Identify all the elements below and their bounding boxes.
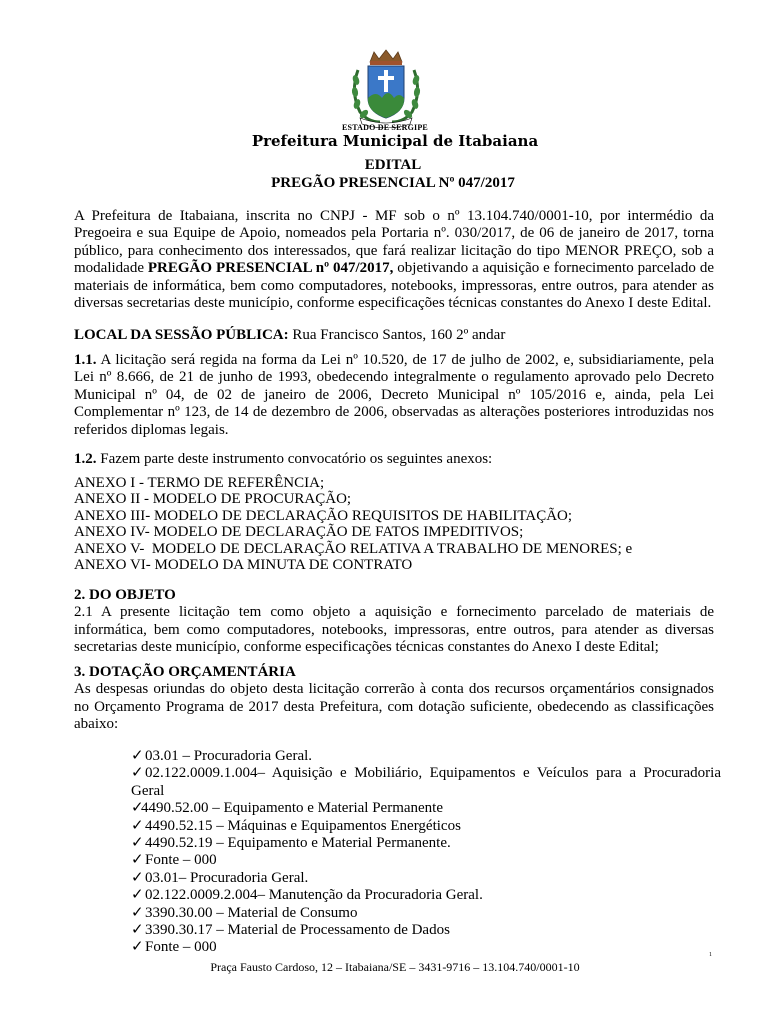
session-location-label: LOCAL DA SESSÃO PÚBLICA: xyxy=(74,327,289,343)
check-mark-icon: ✓ xyxy=(131,869,144,886)
page-number: 1 xyxy=(709,952,712,958)
check-mark-icon: ✓ xyxy=(131,887,144,904)
footer-address: Praça Fausto Cardoso, 12 – Itabaiana/SE – 3431-9716 – 13.104.740/0001-10 xyxy=(210,960,580,974)
intro-text-bold: PREGÃO PRESENCIAL nº 047/2017, xyxy=(147,260,394,277)
check-mark-icon: ✓ xyxy=(131,748,144,764)
budget-line xyxy=(131,870,721,887)
budget-line-text: 02.122.0009.1.004– Aquisição e Mobiliário, Equipamentos e Veículos para a Procuradoria Geral xyxy=(131,765,721,799)
budget-line-text: 4490.52.19 – Equipamento e Material Permanente. xyxy=(145,835,451,852)
budget-line xyxy=(131,818,721,835)
document-subtitle: PREGÃO PRESENCIAL Nº 047/2017 xyxy=(271,175,515,191)
clause-1-1-text: A licitação será regida na forma da Lei nº 10.520, de 17 de julho de 2002, e, subsidiariamente, pela Lei nº 8.666, de 21 de junho de 1993, obedecendo integralmente o regulamento aprovado pelo Decreto Municipal nº 04, de 02 de janeiro de 2006, Decreto Municipal nº 105/2016 e, ainda, pela Lei Complementar nº 123, de 14 de dezembro de 2006, observadas as alterações posteriores introduzidas nos referidos diplomas legais. xyxy=(74,352,714,438)
budget-line-text: 4490.52.00 – Equipamento e Material Permanente xyxy=(141,800,443,817)
check-mark-icon: ✓ xyxy=(131,904,144,921)
annex-item: ANEXO VI- MODELO DA MINUTA DE CONTRATO xyxy=(74,557,413,574)
object-heading: 2. DO OBJETO xyxy=(74,587,176,603)
clause-1-2-text: Fazem parte deste instrumento convocatório os seguintes anexos: xyxy=(96,451,493,467)
clause-1-2 xyxy=(74,451,714,468)
budget-line xyxy=(131,800,721,817)
annex-item: ANEXO III- MODELO DE DECLARAÇÃO REQUISITOS DE HABILITAÇÃO; xyxy=(74,507,573,524)
budget-heading: 3. DOTAÇÃO ORÇAMENTÁRIA xyxy=(74,664,296,680)
check-mark-icon: ✓ xyxy=(131,817,144,834)
clause-1-2-number: 1.2. xyxy=(74,451,97,467)
check-mark-icon: ✓ xyxy=(131,852,144,869)
budget-line xyxy=(131,887,721,904)
annex-item: ANEXO I - TERMO DE REFERÊNCIA; xyxy=(74,475,325,491)
intro-text-end: objetivando a aquisição e fornecimento parcelado de materiais de informática, bem como computadores, notebooks, impressoras, entre outros, para atender as diversas secretarias deste município, conforme especificações técnicas constantes do Anexo I deste Edital. xyxy=(74,260,714,312)
budget-text: As despesas oriundas do objeto desta licitação correrão à conta dos recursos orçamentários consignados no Orçamento Programa de 2017 desta Prefeitura, com dotação suficiente, obedecendo as classificações abaixo: xyxy=(74,681,714,733)
annex-item: ANEXO V- MODELO DE DECLARAÇÃO RELATIVA A TRABALHO DE MENORES; e xyxy=(74,540,633,557)
municipality-name: Prefeitura Municipal de Itabaiana xyxy=(251,132,539,150)
budget-line xyxy=(131,922,721,939)
session-location-value: Rua Francisco Santos, 160 2º andar xyxy=(288,327,506,343)
budget-line-text: Fonte – 000 xyxy=(145,852,217,869)
check-mark-icon: ✓ xyxy=(131,939,144,956)
annex-item: ANEXO II - MODELO DE PROCURAÇÃO; xyxy=(74,491,352,508)
coat-of-arms-logo xyxy=(344,48,428,128)
session-location xyxy=(74,327,714,344)
clause-1-1 xyxy=(74,352,714,439)
clause-1-1-number: 1.1. xyxy=(74,352,97,368)
document-title: EDITAL xyxy=(364,157,422,173)
budget-section xyxy=(74,664,714,734)
budget-lines-list xyxy=(131,748,721,957)
budget-line xyxy=(131,765,721,800)
annex-list xyxy=(74,475,714,573)
budget-line-text: 4490.52.15 – Máquinas e Equipamentos Energéticos xyxy=(145,817,461,834)
budget-line xyxy=(131,905,721,922)
budget-line-text: 03.01 – Procuradoria Geral. xyxy=(145,748,313,764)
budget-line-text: 02.122.0009.2.004– Manutenção da Procuradoria Geral. xyxy=(145,887,483,904)
intro-text-start: A Prefeitura de Itabaiana, inscrita no CNPJ - MF sob o nº 13.104.740/0001-10, por intermédio da Pregoeira e sua Equipe de Apoio, nomeados pela Portaria nº. 030/2017, de 06 de janeiro de 2017, torna público, para conhecimento dos interessados, que fará realizar licitação do tipo MENOR PREÇO, sob a modalidade xyxy=(74,208,714,277)
state-name: ESTADO DE SERGIPE xyxy=(342,123,428,132)
budget-line-text: 03.01– Procuradoria Geral. xyxy=(145,869,309,886)
check-mark-icon: ✓ xyxy=(131,800,144,817)
object-section xyxy=(74,587,714,657)
budget-line-text: Fonte – 000 xyxy=(145,939,217,956)
budget-line-text: 3390.30.17 – Material de Processamento de Dados xyxy=(145,922,450,939)
annex-item: ANEXO IV- MODELO DE DECLARAÇÃO DE FATOS IMPEDITIVOS; xyxy=(74,524,524,541)
budget-line xyxy=(131,852,721,869)
intro-paragraph xyxy=(74,208,714,312)
check-mark-icon: ✓ xyxy=(131,922,144,939)
check-mark-icon: ✓ xyxy=(131,835,144,852)
object-text: 2.1 A presente licitação tem como objeto a aquisição e fornecimento parcelado de materiais de informática, bem como computadores, notebooks, impressoras, entre outros, para atender as diversas secretarias deste município, conforme especificações técnicas constantes do Anexo I deste Edital; xyxy=(74,604,714,656)
budget-line xyxy=(131,835,721,852)
check-mark-icon: ✓ xyxy=(131,765,144,782)
budget-line-text: 3390.30.00 – Material de Consumo xyxy=(145,904,358,921)
budget-line xyxy=(131,748,721,765)
budget-line xyxy=(131,939,721,956)
